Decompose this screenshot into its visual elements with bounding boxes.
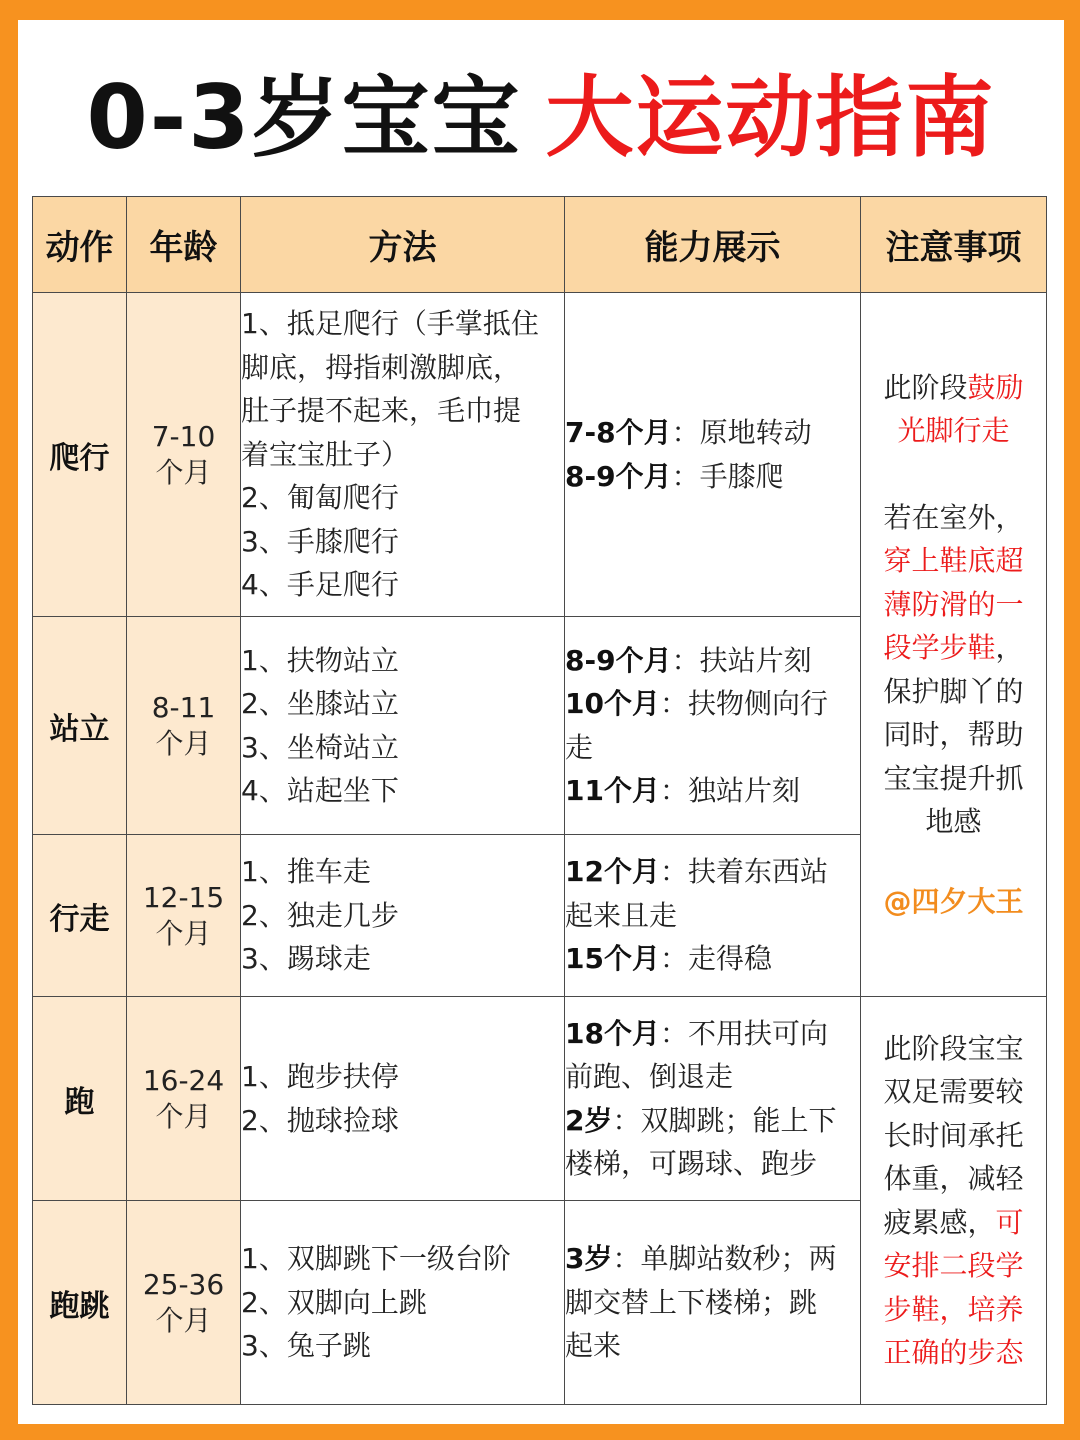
ability-stage: 8-9个月 <box>565 459 672 493</box>
row-ability <box>565 293 861 617</box>
ability-text: ：扶物侧向行 <box>659 687 828 720</box>
ability-text: ：走得稳 <box>659 942 772 976</box>
ability-text: 脚交替上下楼梯；跳 <box>565 1285 818 1319</box>
method-line: 3、手膝爬行 <box>241 524 399 558</box>
age-unit: 个月 <box>155 455 212 489</box>
note-highlight: 穿上鞋底超 <box>883 544 1024 578</box>
row-method <box>241 293 565 617</box>
ability-stage: 3岁 <box>565 1242 613 1276</box>
row-ability <box>565 617 861 835</box>
row-method <box>241 617 565 835</box>
ability-text: ：原地转动 <box>671 416 812 449</box>
ability-line <box>565 726 860 770</box>
header-method: 方法 <box>241 197 565 293</box>
row-method <box>241 1201 565 1405</box>
table-header-row <box>33 197 1047 293</box>
ability-stage: 15个月 <box>565 942 660 976</box>
row-age <box>127 835 241 997</box>
row-age <box>127 1201 241 1405</box>
ability-text: 楼梯，可踢球、跑步 <box>565 1147 818 1180</box>
poster-card <box>18 20 1064 1424</box>
ability-text: ：不用扶可向 <box>659 1016 828 1050</box>
header-action: 动作 <box>33 197 127 293</box>
note-line <box>861 626 1046 670</box>
header-ability: 能力展示 <box>565 197 861 293</box>
ability-line <box>565 455 860 499</box>
age-range: 12-15 <box>142 880 225 914</box>
ability-line <box>565 411 860 455</box>
ability-line <box>565 682 860 726</box>
note-highlight: 段学步鞋 <box>883 631 996 665</box>
method-line: 2、坐膝站立 <box>241 687 399 720</box>
note-highlight: 安排二段学 <box>883 1249 1024 1282</box>
method-line: 脚底，拇指刺激脚底， <box>241 350 522 384</box>
ability-stage: 11个月 <box>565 774 660 807</box>
age-range: 8-11 <box>151 690 216 724</box>
table-row <box>33 293 1047 617</box>
note-text: 若在室外， <box>883 500 1024 534</box>
method-line: 2、独走几步 <box>241 898 399 932</box>
title-part-1: 0-3岁宝宝 <box>86 66 522 169</box>
ability-text: ：双脚跳；能上下 <box>612 1103 837 1137</box>
ability-text: 起来 <box>565 1329 622 1363</box>
note-text: 地感 <box>925 805 982 839</box>
ability-line <box>565 769 860 813</box>
notes-cell-top <box>861 293 1047 997</box>
row-ability <box>565 835 861 997</box>
note-highlight: 正确的步态 <box>883 1336 1024 1369</box>
row-age <box>127 997 241 1201</box>
notes-cell-bottom <box>861 997 1047 1405</box>
header-notes: 注意事项 <box>861 197 1047 293</box>
ability-text: 前跑、倒退走 <box>565 1060 734 1093</box>
age-unit: 个月 <box>155 726 212 760</box>
note-line <box>861 1201 1046 1245</box>
row-ability <box>565 997 861 1201</box>
title-part-2: 大运动指南 <box>545 66 996 169</box>
row-age <box>127 293 241 617</box>
note-highlight: 步鞋，培养 <box>883 1292 1024 1326</box>
ability-line <box>565 1055 860 1099</box>
ability-text: ：单脚站数秒；两 <box>612 1242 837 1276</box>
method-line: 2、双脚向上跳 <box>241 1285 427 1319</box>
note-text: 体重，减轻 <box>883 1162 1024 1195</box>
ability-stage: 2岁 <box>565 1103 613 1137</box>
method-line: 1、跑步扶停 <box>241 1060 399 1093</box>
method-line: 1、扶物站立 <box>241 643 399 677</box>
ability-line <box>565 894 860 938</box>
age-range: 16-24 <box>142 1063 225 1097</box>
note-highlight: 可 <box>995 1205 1024 1239</box>
note-text: 此阶段 <box>883 370 968 404</box>
watermark-handle: @四夕大王 <box>883 884 1024 918</box>
ability-text: ：扶着东西站 <box>659 855 828 889</box>
note-line <box>861 366 1046 410</box>
row-action: 跑跳 <box>33 1201 127 1405</box>
note-highlight: 薄防滑的一 <box>883 587 1024 621</box>
row-method <box>241 835 565 997</box>
note-spacer <box>861 453 1046 496</box>
ability-line <box>565 1142 860 1186</box>
row-method <box>241 997 565 1201</box>
ability-text: 走 <box>565 730 594 764</box>
note-text: 宝宝提升抓 <box>883 761 1024 795</box>
method-line: 着宝宝肚子） <box>241 437 410 471</box>
method-line: 1、推车走 <box>241 855 371 889</box>
ability-line <box>565 1012 860 1056</box>
motor-guide-table <box>32 196 1047 1405</box>
table-row <box>33 997 1047 1201</box>
ability-line <box>565 639 860 683</box>
ability-text: ：扶站片刻 <box>671 643 812 677</box>
ability-text: ：独站片刻 <box>659 774 800 807</box>
ability-stage: 18个月 <box>565 1016 660 1050</box>
method-line: 4、手足爬行 <box>241 568 399 602</box>
ability-stage: 7-8个月 <box>565 416 672 449</box>
method-line: 3、踢球走 <box>241 942 371 976</box>
age-unit: 个月 <box>155 1099 212 1133</box>
method-line: 1、双脚跳下一级台阶 <box>241 1242 511 1276</box>
note-text: 长时间承托 <box>883 1118 1024 1152</box>
ability-line <box>565 1281 860 1325</box>
row-action: 行走 <box>33 835 127 997</box>
method-line: 4、站起坐下 <box>241 774 399 807</box>
ability-stage: 12个月 <box>565 855 660 889</box>
method-line: 2、匍匐爬行 <box>241 481 399 515</box>
method-line: 3、兔子跳 <box>241 1329 371 1363</box>
row-action: 爬行 <box>33 293 127 617</box>
ability-line <box>565 850 860 894</box>
note-text: ， <box>995 631 1024 665</box>
age-unit: 个月 <box>155 1303 212 1337</box>
age-range: 25-36 <box>142 1267 225 1301</box>
row-ability <box>565 1201 861 1405</box>
ability-stage: 10个月 <box>565 687 660 720</box>
note-text: 保护脚丫的 <box>883 674 1024 708</box>
method-line: 肚子提不起来，毛巾提 <box>241 394 522 428</box>
note-highlight: 鼓励 <box>967 370 1024 404</box>
ability-stage: 8-9个月 <box>565 643 672 677</box>
age-unit: 个月 <box>155 916 212 950</box>
note-text: 疲累感， <box>883 1205 996 1239</box>
method-line: 1、抵足爬行（手掌抵住 <box>241 307 539 341</box>
row-action: 跑 <box>33 997 127 1201</box>
note-text: 此阶段宝宝 <box>883 1031 1024 1065</box>
note-text: 双足需要较 <box>883 1075 1024 1108</box>
header-age: 年龄 <box>127 197 241 293</box>
ability-text: 起来且走 <box>565 898 678 932</box>
age-range: 7-10 <box>151 419 216 453</box>
ability-text: ：手膝爬 <box>671 459 784 493</box>
row-age <box>127 617 241 835</box>
page-title <box>18 68 1064 168</box>
ability-line <box>565 1237 860 1281</box>
method-line: 2、抛球捡球 <box>241 1103 399 1137</box>
note-text: 同时，帮助 <box>883 718 1024 752</box>
ability-line <box>565 1099 860 1143</box>
row-action: 站立 <box>33 617 127 835</box>
note-highlight: 光脚行走 <box>897 414 1010 448</box>
method-line: 3、坐椅站立 <box>241 730 399 764</box>
ability-line <box>565 1324 860 1368</box>
ability-line <box>565 937 860 981</box>
note-spacer <box>861 844 1046 880</box>
